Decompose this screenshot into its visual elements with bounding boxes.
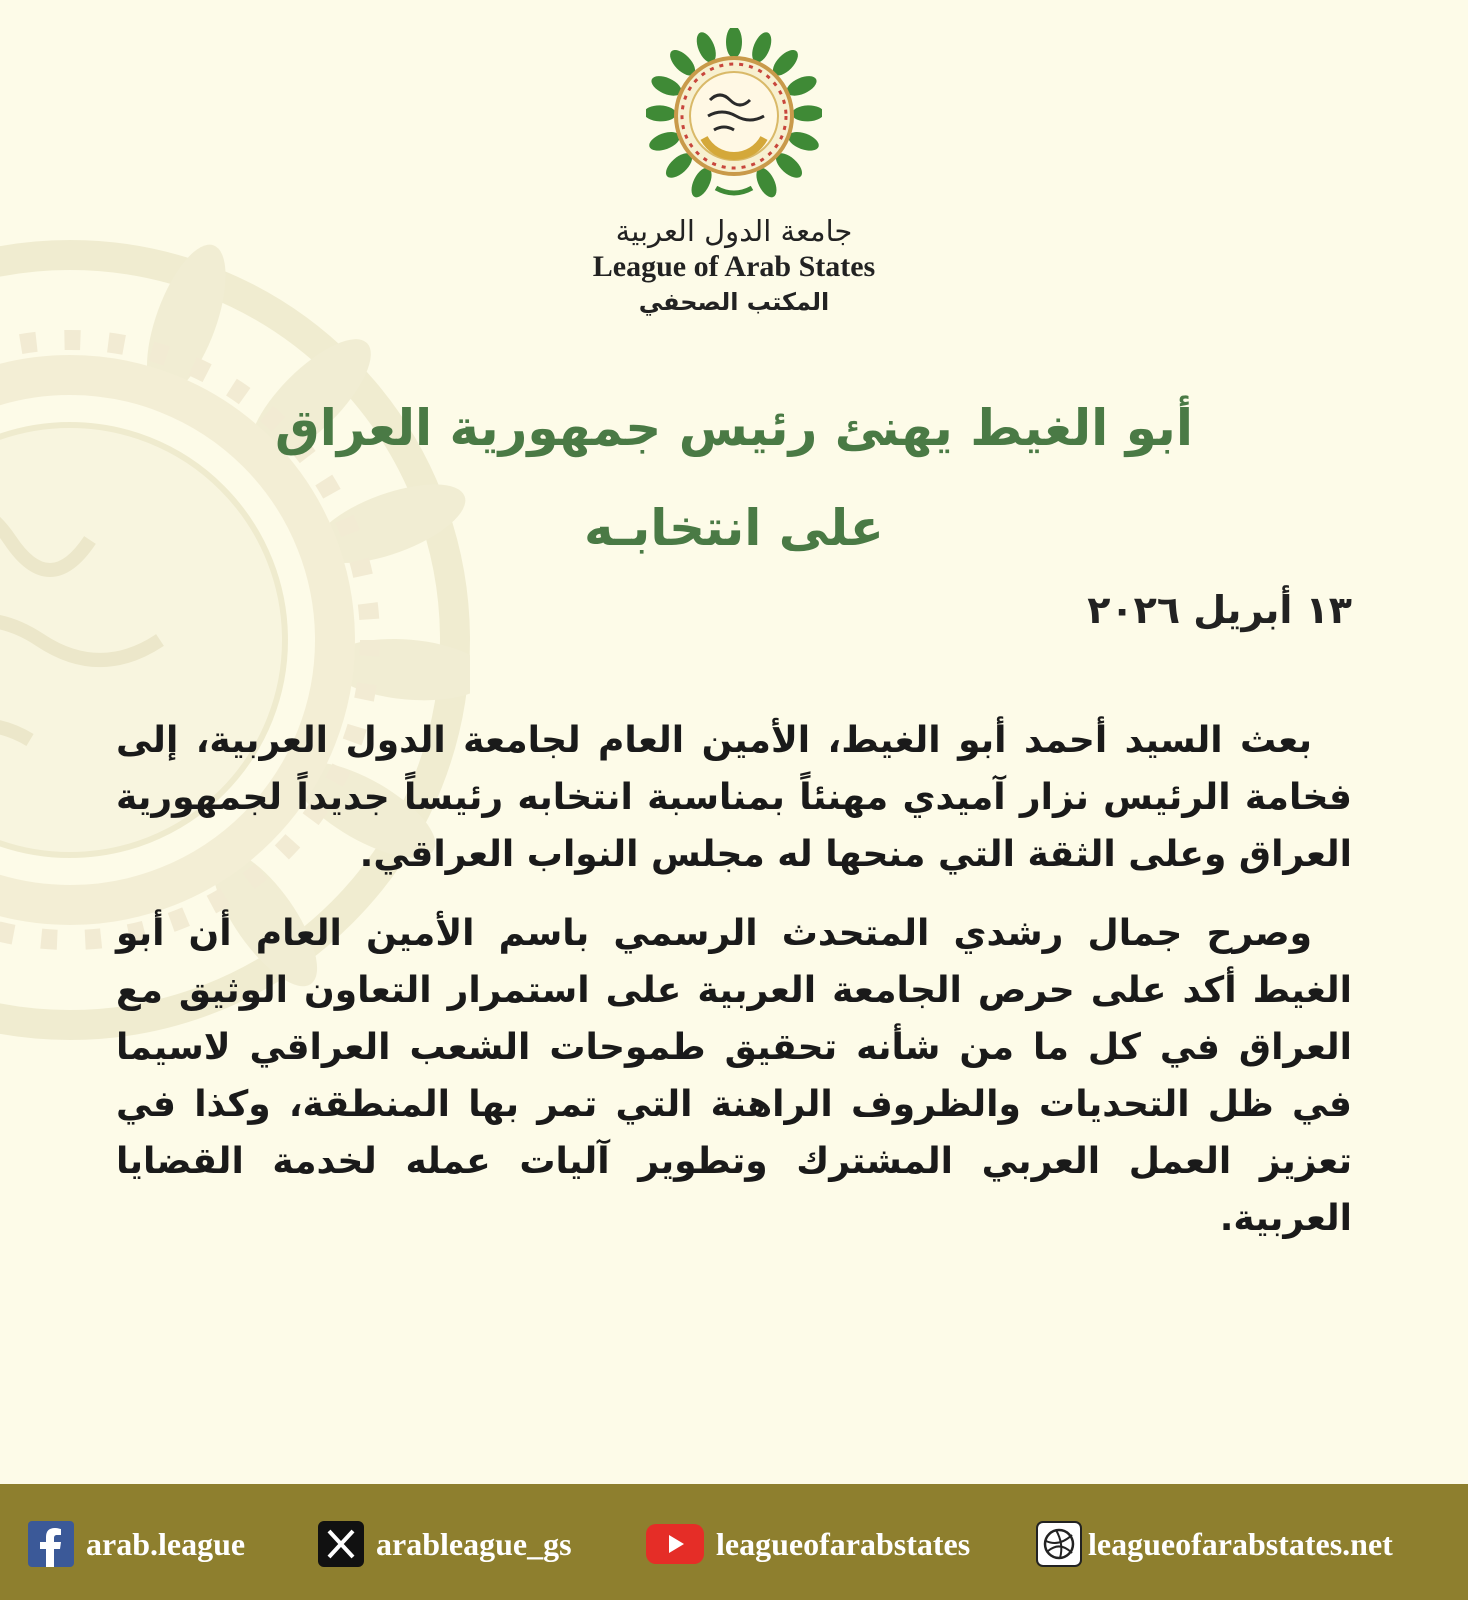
header xyxy=(0,28,1468,316)
headline-line-2: على انتخابـه xyxy=(584,499,884,557)
facebook-icon xyxy=(28,1521,74,1567)
footer-x-link[interactable] xyxy=(318,1520,572,1568)
press-office-label: المكتب الصحفي xyxy=(638,288,830,316)
footer-facebook-link[interactable] xyxy=(28,1520,245,1568)
youtube-handle: leagueofarabstates xyxy=(716,1525,971,1562)
arab-league-emblem-icon xyxy=(646,28,822,204)
footer-website-link[interactable] xyxy=(1036,1520,1393,1568)
website-icon xyxy=(1036,1521,1082,1567)
facebook-handle: arab.league xyxy=(86,1525,246,1562)
footer-youtube-link[interactable] xyxy=(646,1520,970,1568)
headline-line-1: أبو الغيط يهنئ رئيس جمهورية العراق xyxy=(275,399,1193,457)
youtube-icon xyxy=(646,1521,704,1567)
org-name-english: League of Arab States xyxy=(592,250,876,283)
headline xyxy=(100,378,1368,578)
release-date: ١٣ أبريل ٢٠٢٦ xyxy=(1087,588,1352,632)
body-paragraph-2: وصرح جمال رشدي المتحدث الرسمي باسم الأمين العام أن أبو الغيط أكد على حرص الجامعة العربية على استمرار التعاون الوثيق مع العراق في كل ما من شأنه تحقيق طموحات الشعب العراقي لاسيما في ظل التحديات والظروف الراهنة التي تمر بها المنطقة، وكذا في تعزيز العمل العربي المشترك وتطوير آليات عمله لخدمة القضايا العربية. xyxy=(116,913,1352,1239)
article-body xyxy=(116,712,1352,1269)
x-icon xyxy=(318,1521,364,1567)
x-handle: arableague_gs xyxy=(376,1525,572,1562)
org-name-arabic: جامعة الدول العربية xyxy=(615,214,853,248)
website-url: leagueofarabstates.net xyxy=(1088,1525,1393,1562)
social-footer xyxy=(0,1484,1468,1600)
body-paragraph-1: بعث السيد أحمد أبو الغيط، الأمين العام لجامعة الدول العربية، إلى فخامة الرئيس نزار آميدي مهنئاً بمناسبة انتخابه رئيساً جديداً لجمهورية العراق وعلى الثقة التي منحها له مجلس النواب العراقي. xyxy=(116,720,1352,875)
